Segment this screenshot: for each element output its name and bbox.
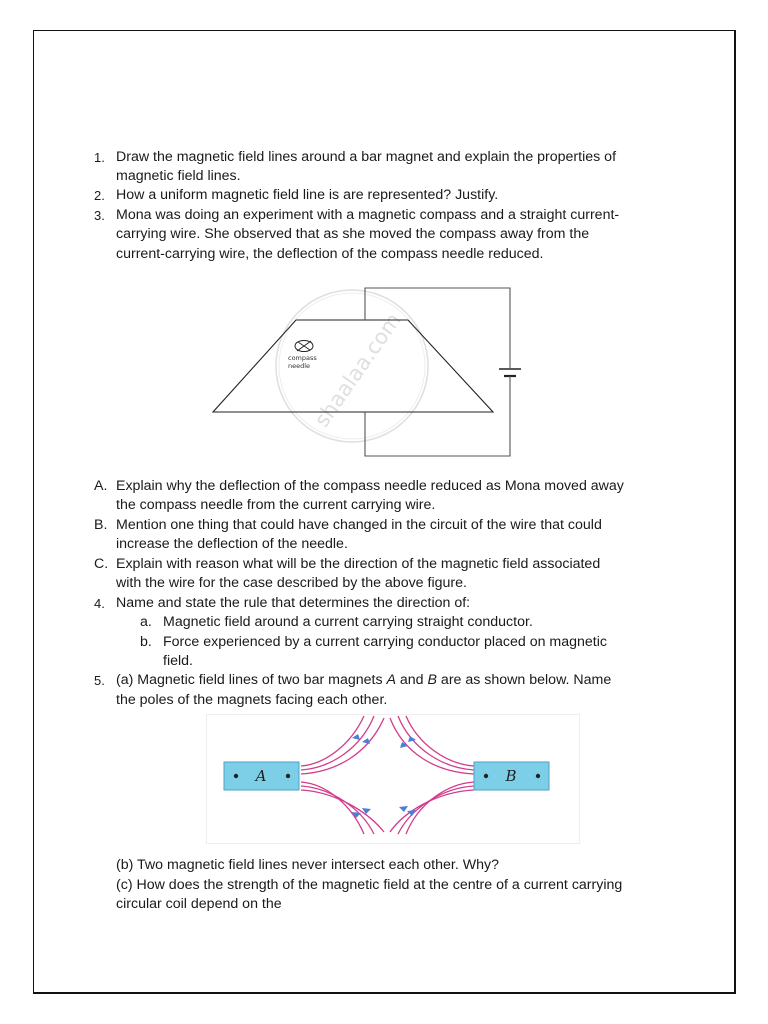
- q3-text-line2: carrying wire. She observed that as she moved the compass away from the: [116, 226, 590, 242]
- bar-magnets-figure: [206, 714, 580, 844]
- compass-label: compass: [288, 354, 317, 362]
- sub-b-label: B.: [94, 517, 108, 533]
- needle-label: needle: [288, 362, 311, 370]
- compass-icon: [295, 341, 313, 352]
- q3-number: 3.: [94, 208, 105, 223]
- sub-a-line1: Explain why the deflection of the compass needle reduced as Mona moved away: [116, 478, 624, 494]
- q5-a-line1: (a) Magnetic field lines of two bar magnets A and B are as shown below. Name: [116, 672, 612, 688]
- q1-number: 1.: [94, 150, 105, 165]
- q4-b-label: b.: [140, 634, 152, 650]
- sub-c-line2: with the wire for the case described by the above figure.: [116, 575, 467, 591]
- q3-text-line3: current-carrying wire, the deflection of the compass needle reduced.: [116, 246, 544, 262]
- q2-text-line1: How a uniform magnetic field line is are represented? Justify.: [116, 187, 499, 203]
- q5-c-line1: (c) How does the strength of the magnetic field at the centre of a current carrying: [116, 877, 623, 893]
- q5-a-line2: the poles of the magnets facing each other.: [116, 692, 388, 708]
- sub-c-line1: Explain with reason what will be the direction of the magnetic field associated: [116, 556, 601, 572]
- q1-text-line2: magnetic field lines.: [116, 168, 241, 184]
- sub-c-label: C.: [94, 556, 109, 572]
- magnet-a-label: A: [255, 767, 267, 785]
- sub-b-line2: increase the deflection of the needle.: [116, 536, 348, 552]
- q3-text-line1: Mona was doing an experiment with a magnetic compass and a straight current-: [116, 207, 620, 223]
- magnet-a-ref: A: [386, 672, 396, 688]
- wire-lower: [365, 378, 510, 456]
- q4-text-line1: Name and state the rule that determines the direction of:: [116, 595, 471, 611]
- sub-a-line2: the compass needle from the current carrying wire.: [116, 497, 436, 513]
- watermark-text: shaalaa.com: [309, 308, 406, 432]
- q4-a-label: a.: [140, 614, 152, 630]
- compass-wire-figure: [200, 280, 540, 460]
- magnet-b-label: B: [505, 767, 517, 785]
- magnet-b-ref: B: [427, 672, 437, 688]
- q5-c-line2: circular coil depend on the: [116, 896, 282, 912]
- sub-b-line1: Mention one thing that could have changed in the circuit of the wire that could: [116, 517, 602, 533]
- q2-number: 2.: [94, 188, 105, 203]
- q4-number: 4.: [94, 596, 105, 611]
- q5-number: 5.: [94, 673, 105, 688]
- q4-a-text: Magnetic field around a current carrying straight conductor.: [163, 614, 533, 630]
- q4-b-text-line2: field.: [163, 653, 193, 669]
- q5-b-line: (b) Two magnetic field lines never intersect each other. Why?: [116, 857, 499, 873]
- q4-b-text-line1: Force experienced by a current carrying conductor placed on magnetic: [163, 634, 607, 650]
- q1-text-line1: Draw the magnetic field lines around a bar magnet and explain the properties of: [116, 149, 617, 165]
- sub-a-label: A.: [94, 478, 108, 494]
